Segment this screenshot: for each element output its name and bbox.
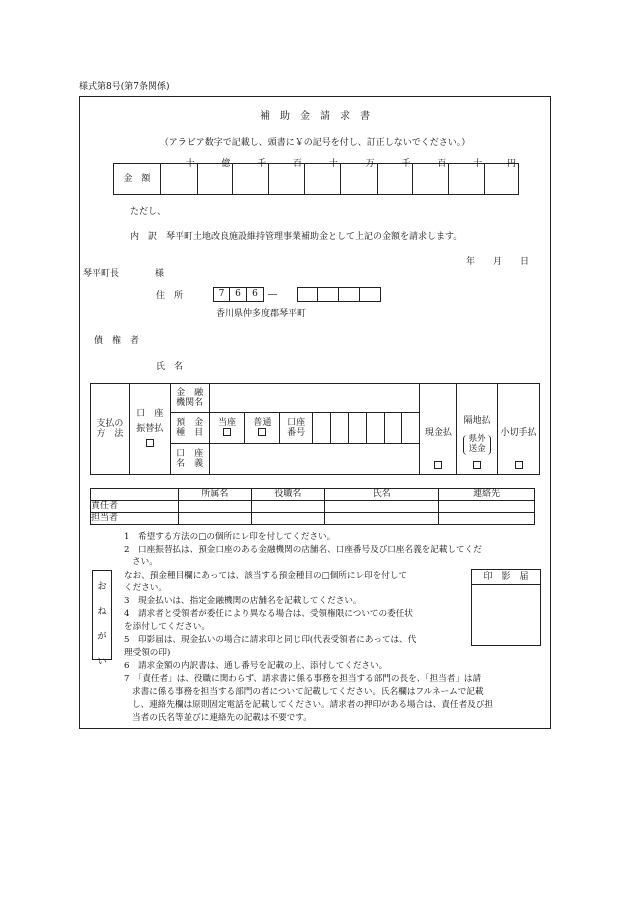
contact-header: 連絡先 bbox=[439, 489, 535, 501]
note-line: 当者の氏名等並びに連絡先の記載は不要です。 bbox=[132, 713, 312, 723]
address-line: 香川県仲多度郡琴平町 bbox=[216, 309, 307, 319]
note-line: 5 印影届は、現金払いの場合に請求印と同じ印(代表受領者にあっては、代 bbox=[124, 635, 417, 645]
contact-cell[interactable] bbox=[324, 513, 438, 525]
form-title: 補 助 金 請 求 書 bbox=[260, 111, 370, 122]
instruction-text: （アラビア数字で記載し、頭書に￥の記号を付し、訂正しないでください。） bbox=[159, 138, 471, 148]
payment-method-label: 支払の 方 法 bbox=[91, 384, 130, 475]
touza-option: 当座 bbox=[209, 412, 245, 443]
futsuu-checkbox[interactable] bbox=[258, 428, 266, 436]
amount-cell[interactable]: 千 bbox=[377, 164, 413, 195]
postal-digit[interactable] bbox=[360, 287, 381, 302]
cash-checkbox[interactable] bbox=[434, 461, 442, 469]
amount-cell[interactable]: 千 bbox=[233, 164, 269, 195]
postal-digit[interactable] bbox=[297, 287, 318, 302]
account-number-digit[interactable] bbox=[330, 412, 348, 443]
account-number-digit[interactable] bbox=[384, 412, 402, 443]
touza-checkbox[interactable] bbox=[223, 428, 231, 436]
postal-digit[interactable] bbox=[318, 287, 339, 302]
postal-digit[interactable] bbox=[339, 287, 360, 302]
payment-method-table bbox=[90, 383, 540, 475]
account-number-digit[interactable] bbox=[312, 412, 330, 443]
address-label: 住 所 bbox=[156, 291, 184, 301]
contact-cell[interactable] bbox=[251, 501, 324, 513]
note-line: さい。 bbox=[132, 557, 158, 567]
note-line: ください。 bbox=[124, 583, 167, 593]
contact-cell[interactable] bbox=[439, 513, 535, 525]
note-line: を添付してください。 bbox=[124, 622, 210, 632]
note-line: し、連絡先欄は原則固定電話を記載してください。請求者の押印がある場合は、責任者及び担 bbox=[132, 700, 493, 710]
contact-header: 役職名 bbox=[251, 489, 324, 501]
date-label: 年 月 日 bbox=[466, 257, 530, 267]
account-number-label: 口座 番号 bbox=[280, 412, 313, 443]
futsuu-option: 普通 bbox=[245, 412, 280, 443]
account-number-digit[interactable] bbox=[348, 412, 366, 443]
seal-label: 印 影 届 bbox=[472, 570, 540, 585]
amount-cell[interactable]: 十 bbox=[449, 164, 485, 195]
postal-digit[interactable]: 6 bbox=[230, 287, 247, 302]
contact-cell[interactable] bbox=[324, 501, 438, 513]
amount-cell[interactable]: 円 bbox=[485, 164, 519, 195]
amount-cell[interactable]: 百 bbox=[413, 164, 449, 195]
creditor-label: 債 権 者 bbox=[94, 336, 140, 346]
contact-row-label: 担当者 bbox=[91, 513, 179, 525]
note-line: 2 口座振替払は、預金口座のある金融機関の店舗名、口座番号及び口座名義を記載してくだ bbox=[124, 545, 482, 555]
account-number-digit[interactable] bbox=[402, 412, 420, 443]
tadashi-text: ただし、 bbox=[130, 207, 167, 217]
amount-cell[interactable]: 十 bbox=[305, 164, 341, 195]
onegai-box: お ね が い bbox=[92, 570, 112, 660]
note-line: 6 請求金額の内訳書は、通し番号を記載の上、添付してください。 bbox=[124, 661, 388, 671]
check-payment-cell: 小切手払 bbox=[498, 384, 540, 475]
bank-name-input[interactable] bbox=[209, 384, 420, 413]
postal-dash: ― bbox=[268, 290, 277, 300]
amount-cell[interactable]: 百 bbox=[269, 164, 305, 195]
addressee: 琴平町長 様 bbox=[83, 269, 165, 279]
note-line: 3 現金払いは、指定金融機関の店舗名を記載してください。 bbox=[124, 596, 362, 606]
contact-header: 所属名 bbox=[178, 489, 251, 501]
contact-cell[interactable] bbox=[251, 513, 324, 525]
account-holder-input[interactable] bbox=[209, 443, 420, 474]
name-label: 氏 名 bbox=[156, 362, 184, 372]
account-holder-label: 口 座 名 義 bbox=[170, 443, 209, 474]
contact-cell[interactable] bbox=[439, 501, 535, 513]
note-line: なお、預金種目欄にあっては、該当する預金種目の□個所にレ印を付して bbox=[124, 571, 408, 581]
note-line: 求書に係る事務を担当する部門の者について記載してください。氏名欄はフルネームで記載 bbox=[132, 687, 484, 697]
note-line: 7 「責任者」は、役職に関わらず、請求書に係る事務を担当する部門の長を、「担当者」は請 bbox=[124, 674, 482, 684]
contact-cell[interactable] bbox=[178, 513, 251, 525]
note-line: 1 希望する方法の□の個所にレ印を付してください。 bbox=[124, 532, 336, 542]
remote-payment-cell: 隔地払 県外 送金 bbox=[457, 384, 498, 475]
contact-table bbox=[90, 488, 535, 525]
account-number-digit[interactable] bbox=[366, 412, 384, 443]
contact-header-blank bbox=[91, 489, 179, 501]
check-checkbox[interactable] bbox=[515, 461, 523, 469]
amount-table bbox=[113, 159, 519, 195]
contact-header: 氏名 bbox=[324, 489, 438, 501]
amount-label: 金 額 bbox=[114, 164, 161, 195]
deposit-type-label: 預 金 種 目 bbox=[170, 412, 209, 443]
amount-cell[interactable]: 万 bbox=[340, 164, 377, 195]
account-transfer-cell: 口 座 振替払 bbox=[129, 384, 170, 475]
note-line: 理受領の印) bbox=[124, 648, 171, 658]
remote-checkbox[interactable] bbox=[473, 461, 481, 469]
account-transfer-checkbox[interactable] bbox=[146, 439, 154, 447]
note-line: 4 請求者と受領者が委任により異なる場合は、受領権限についての委任状 bbox=[124, 609, 413, 619]
amount-cell[interactable]: 十 bbox=[160, 164, 197, 195]
cash-payment-cell: 現金払 bbox=[420, 384, 457, 475]
form-number: 様式第8号(第7条関係) bbox=[79, 82, 170, 92]
breakdown-text: 内 訳 琴平町土地改良施設維持管理事業補助金として上記の金額を請求します。 bbox=[130, 232, 463, 242]
amount-cell[interactable]: 億 bbox=[197, 164, 233, 195]
bank-name-label: 金 融 機関名 bbox=[170, 384, 209, 413]
postal-digit[interactable]: 6 bbox=[247, 287, 264, 302]
seal-box[interactable] bbox=[471, 569, 541, 646]
contact-cell[interactable] bbox=[178, 501, 251, 513]
contact-row-label: 責任者 bbox=[91, 501, 179, 513]
postal-digit[interactable]: 7 bbox=[213, 287, 230, 302]
